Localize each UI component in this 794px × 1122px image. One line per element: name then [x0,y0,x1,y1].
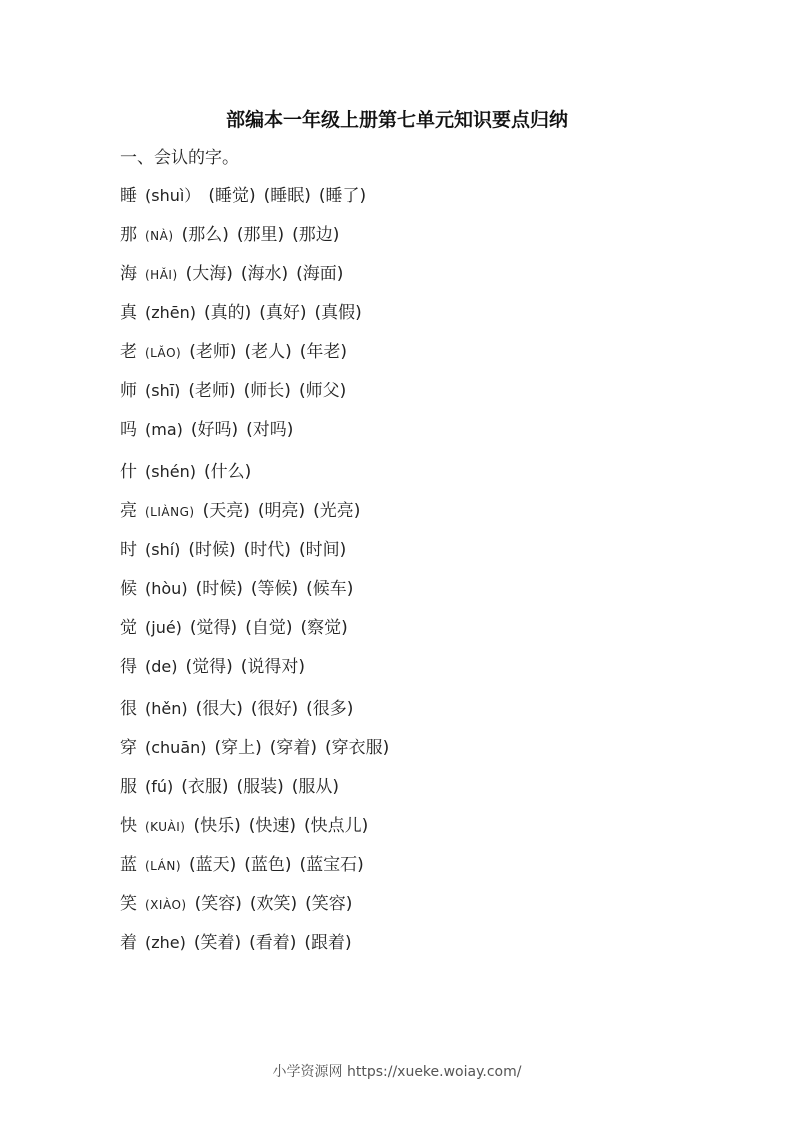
entry-word: (笑着) [193,933,242,953]
entry-word: (穿着) [269,738,318,758]
entry-pinyin: (zhēn) [145,303,197,322]
entry-word: (老人) [244,342,292,362]
entry-pinyin: (NÀ) [145,229,174,243]
entry-word: (真好) [259,303,307,323]
entry-word: (说得对) [240,657,306,677]
entry-word: (候车) [306,579,354,599]
entry-character: 吗 [120,420,137,440]
entry-character: 穿 [120,738,137,758]
entry-pinyin: (ma) [145,420,183,439]
entry-word: (对吗) [246,420,294,440]
character-entry [120,735,720,761]
entry-word: (那边) [292,225,340,245]
entry-word: (老师) [189,342,237,362]
entry-word: (笑容) [305,894,353,914]
character-entry [120,852,720,878]
entry-word: (穿上) [214,738,262,758]
entry-character: 很 [120,699,137,719]
entry-pinyin: (shén) [145,462,196,481]
entry-character: 候 [120,579,137,599]
entry-word: (老师) [188,381,236,401]
entry-word: (衣服) [181,777,229,797]
entry-pinyin: (jué) [145,618,182,637]
character-entry [120,891,720,917]
entry-word: (睡觉) [208,186,256,206]
entry-word: (笑容) [194,894,242,914]
entry-character: 觉 [120,618,137,638]
entry-word: (海水) [240,264,289,284]
entry-word: (自觉) [245,618,293,638]
character-entry [120,222,720,248]
entry-word: (穿衣服) [325,738,390,758]
entry-pinyin: (LÁN) [145,859,182,873]
character-entry [120,459,720,485]
entry-word: (好吗) [190,420,239,440]
entry-character: 蓝 [120,855,137,875]
character-entry [120,261,720,287]
character-entry [120,537,720,563]
entry-word: (睡了) [318,186,367,206]
character-entry [120,339,720,365]
entry-character: 服 [120,777,137,797]
entry-word: (睡眠) [263,186,311,206]
character-entry [120,813,720,839]
entry-character: 得 [120,657,137,677]
entry-word: (光亮) [313,501,361,521]
entry-character: 笑 [120,894,137,914]
entry-character: 着 [120,933,137,953]
entry-word: (快点儿) [303,816,369,836]
entry-word: (蓝宝石) [299,855,364,875]
entry-word: (时候) [195,579,243,599]
entry-word: (察觉) [300,618,348,638]
entry-word: (欢笑) [249,894,298,914]
entry-word: (服装) [236,777,284,797]
entry-word: (什么) [203,462,252,482]
entry-word: (真假) [314,303,362,323]
character-entry [120,696,720,722]
entry-pinyin: (zhe) [145,933,186,952]
character-entry [120,183,720,209]
entry-character: 老 [120,342,137,362]
character-entry [120,378,720,404]
character-list [120,183,720,969]
entry-word: (时间) [298,540,347,560]
section-heading: 一、会认的字。 [120,148,239,168]
entry-character: 师 [120,381,137,401]
entry-character: 真 [120,303,137,323]
entry-word: (觉得) [185,657,233,677]
entry-word: (海面) [296,264,344,284]
entry-word: (时代) [243,540,291,560]
entry-word: (大海) [185,264,233,284]
entry-word: (看着) [249,933,297,953]
entry-word: (师长) [243,381,291,401]
entry-word: (觉得) [189,618,238,638]
character-entry [120,654,720,680]
entry-pinyin: (shuì） [145,186,201,205]
character-entry [120,300,720,326]
entry-word: (明亮) [257,501,306,521]
character-entry [120,576,720,602]
entry-word: (蓝色) [244,855,292,875]
character-entry [120,930,720,956]
entry-word: (很大) [195,699,243,719]
document-title: 部编本一年级上册第七单元知识要点归纳 [225,109,568,131]
entry-word: (天亮) [202,501,250,521]
entry-pinyin: (hòu) [145,579,188,598]
entry-pinyin: (KUÀI) [145,820,186,834]
entry-word: (快乐) [193,816,241,836]
entry-character: 快 [120,816,137,836]
entry-word: (很好) [250,699,299,719]
entry-word: (服从) [291,777,340,797]
entry-word: (那么) [181,225,229,245]
entry-pinyin: (shí) [145,540,181,559]
entry-character: 海 [120,264,137,284]
entry-pinyin: (de) [145,657,178,676]
entry-word: (等候) [250,579,299,599]
entry-word: (年老) [299,342,347,362]
entry-pinyin: (LǍO) [145,346,182,360]
entry-pinyin: (HǍI) [145,268,178,282]
character-entry [120,417,720,443]
entry-word: (师父) [298,381,347,401]
entry-pinyin: (XIÀO) [145,898,187,912]
entry-character: 什 [120,462,137,482]
entry-character: 那 [120,225,137,245]
character-entry [120,615,720,641]
entry-character: 睡 [120,186,137,206]
entry-pinyin: (LIÀNG) [145,505,195,519]
entry-pinyin: (shī) [145,381,181,400]
character-entry [120,498,720,524]
entry-pinyin: (chuān) [145,738,207,757]
entry-word: (跟着) [304,933,352,953]
entry-word: (很多) [306,699,354,719]
entry-pinyin: (fú) [145,777,174,796]
entry-pinyin: (hěn) [145,699,188,718]
entry-character: 亮 [120,501,137,521]
entry-character: 时 [120,540,137,560]
entry-word: (蓝天) [189,855,237,875]
entry-word: (快速) [248,816,296,836]
footer-source: 小学资源网 https://xueke.woiay.com/ [272,1064,522,1080]
character-entry [120,774,720,800]
entry-word: (时候) [188,540,236,560]
entry-word: (真的) [204,303,252,323]
entry-word: (那里) [236,225,285,245]
